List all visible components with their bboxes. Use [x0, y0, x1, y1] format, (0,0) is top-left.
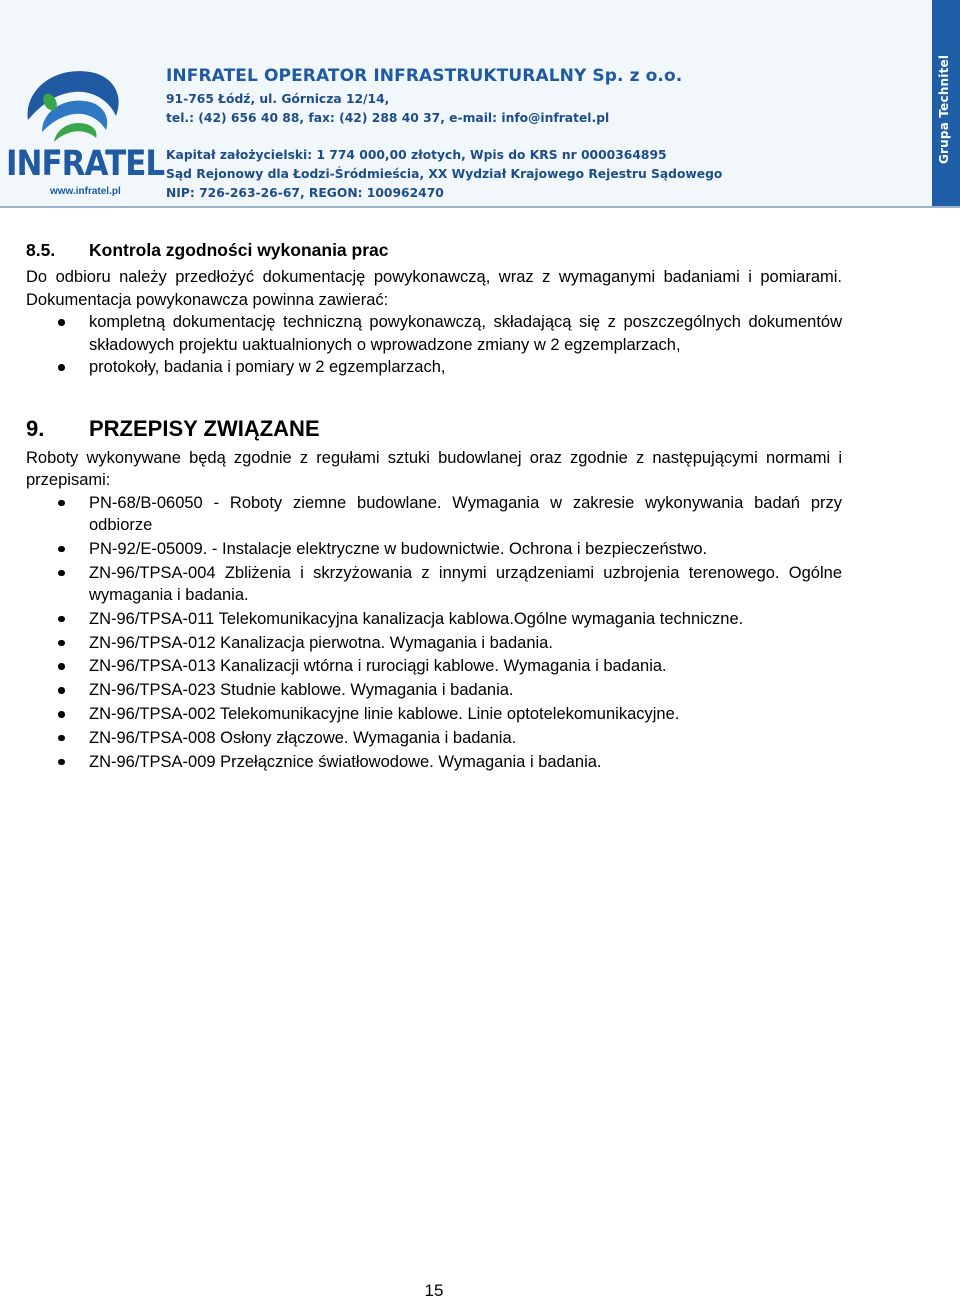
list-item: ZN-96/TPSA-009 Przełącznice światłowodowe. Wymagania i badania.: [26, 751, 842, 774]
list-item: PN-92/E-05009. - Instalacje elektryczne w budownictwie. Ochrona i bezpieczeństwo.: [26, 538, 842, 561]
group-label: Grupa Technitel: [937, 54, 951, 164]
company-logo: [6, 62, 165, 202]
list-item: kompletną dokumentację techniczną powykonawczą, składającą się z poszczególnych dokumentów składowych projektu uaktualnionych o wprowadzone zmiany w 2 egzemplarzach,: [26, 311, 842, 356]
section-8-5-intro: Do odbioru należy przedłożyć dokumentację powykonawczą, wraz z wymaganymi badaniami i pomiarami. Dokumentacja powykonawcza powinna zawierać:: [26, 268, 842, 309]
list-item: ZN-96/TPSA-023 Studnie kablowe. Wymagania i badania.: [26, 679, 842, 702]
section-title: PRZEPISY ZWIĄZANE: [89, 415, 320, 441]
section-8-5-heading: [26, 236, 842, 266]
header-divider: [0, 206, 960, 208]
list-item: PN-68/B-06050 - Roboty ziemne budowlane. Wymagania w zakresie wykonywania badań przy odbiorze: [26, 492, 842, 537]
logo-url: www.infratel.pl: [50, 186, 121, 197]
company-address: 91-765 Łódź, ul. Górnicza 12/14,: [166, 92, 390, 106]
list-item: ZN-96/TPSA-004 Zbliżenia i skrzyżowania z innymi urządzeniami uzbrojenia terenowego. Ogólne wymagania i badania.: [26, 562, 842, 607]
section-9-heading: [26, 413, 842, 447]
documentation-list: [26, 311, 842, 379]
regulations-list: [26, 492, 842, 774]
section-number: 8.5.: [26, 240, 56, 260]
list-item: ZN-96/TPSA-011 Telekomunikacyjna kanalizacja kablowa.Ogólne wymagania techniczne.: [26, 608, 842, 631]
company-ids: NIP: 726-263-26-67, REGON: 100962470: [166, 186, 444, 200]
logo-wordmark: INFRATEL: [6, 143, 165, 185]
section-title: Kontrola zgodności wykonania prac: [89, 240, 389, 260]
page-content: [26, 236, 842, 774]
section-9-intro: Roboty wykonywane będą zgodnie z regułami sztuki budowlanej oraz zgodnie z następującymi normami i przepisami:: [26, 448, 842, 489]
company-info: [166, 66, 886, 203]
list-item: ZN-96/TPSA-012 Kanalizacja pierwotna. Wymagania i badania.: [26, 632, 842, 655]
letterhead: [0, 0, 960, 208]
list-item: ZN-96/TPSA-002 Telekomunikacyjne linie kablowe. Linie optotelekomunikacyjne.: [26, 703, 842, 726]
section-number: 9.: [26, 415, 45, 441]
company-contact: tel.: (42) 656 40 88, fax: (42) 288 40 37, e-mail: info@infratel.pl: [166, 111, 610, 125]
infratel-swirl-icon: [20, 62, 130, 148]
list-item: ZN-96/TPSA-013 Kanalizacji wtórna i rurociągi kablowe. Wymagania i badania.: [26, 655, 842, 678]
company-court: Sąd Rejonowy dla Łodzi-Śródmieścia, XX Wydział Krajowego Rejestru Sądowego: [166, 167, 723, 181]
company-capital: Kapitał założycielski: 1 774 000,00 złotych, Wpis do KRS nr 0000364895: [166, 148, 667, 162]
company-name: INFRATEL OPERATOR INFRASTRUKTURALNY Sp. z o.o.: [166, 66, 683, 86]
page-number: 15: [424, 1281, 444, 1300]
list-item: ZN-96/TPSA-008 Osłony złączowe. Wymagania i badania.: [26, 727, 842, 750]
list-item: protokoły, badania i pomiary w 2 egzemplarzach,: [26, 356, 842, 379]
